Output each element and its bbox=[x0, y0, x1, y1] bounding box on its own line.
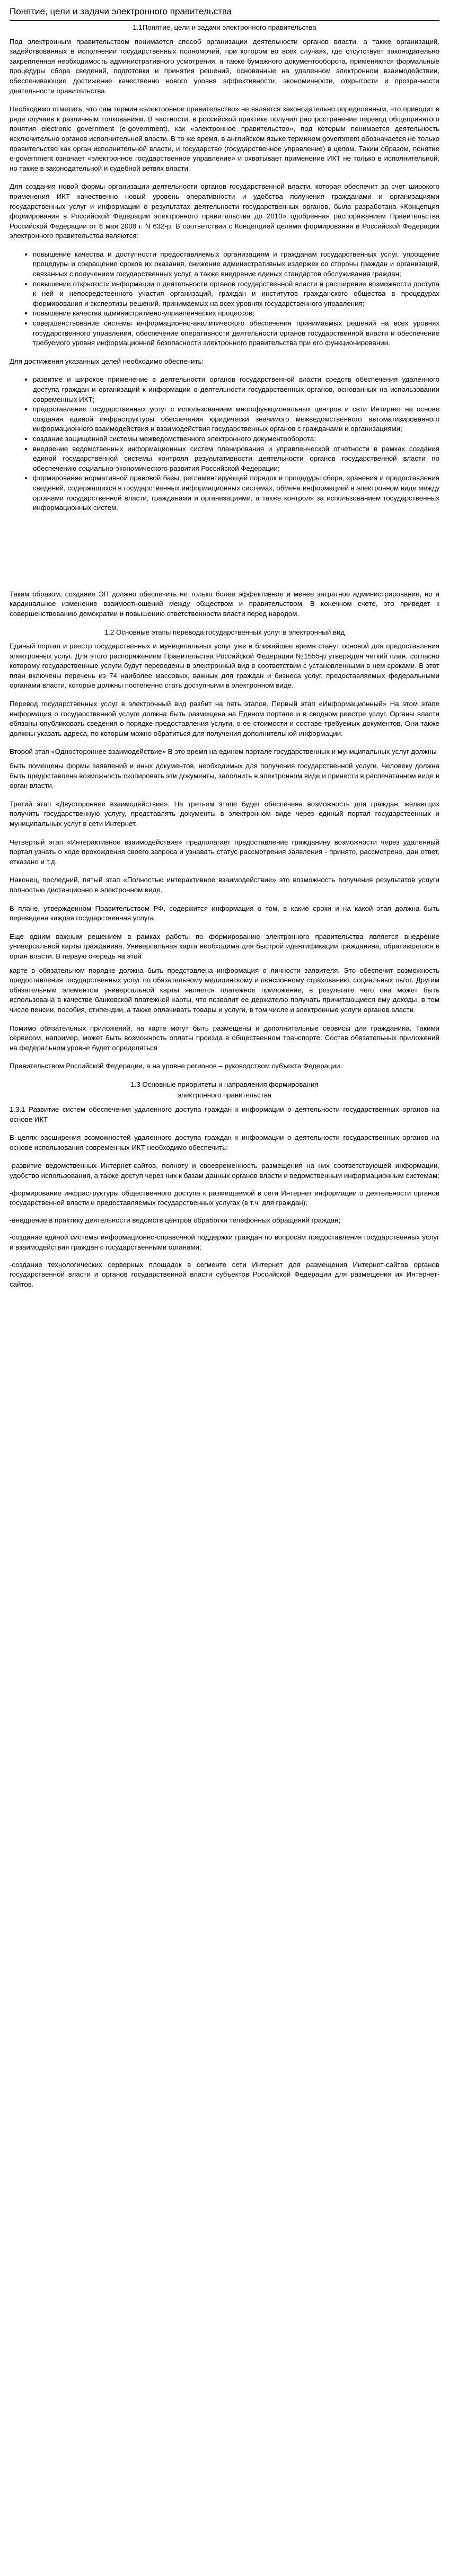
section-heading-1-3: 1.3 Основные приоритеты и направления формирования bbox=[130, 1080, 319, 1088]
list-item: • создание защищенной системы межведомственного электронного документооборота; bbox=[33, 434, 439, 444]
paragraph: Для создания новой формы организации деятельности органов государственной власти, которая обеспечит за счет широкого применения ИКТ качественно новый уровень оперативности и удобства получения гражданами и организациями государственных услуг и информации о результатах деятельности государственных органов, была разработана «Концепция формирования в Российской Федерации электронного правительства до 2010» одобренная распоряжением Правительства Российской Федерации от 6 мая 2008 г. N 632-р. В соответствии с Концепцией целями формирования в Российской Федерации электронного правительства являются: bbox=[10, 182, 439, 240]
paragraph: Для достижения указанных целей необходимо обеспечить: bbox=[10, 357, 204, 365]
goals-list bbox=[10, 250, 439, 348]
paragraph: Наконец, последний, пятый этап «Полностью интерактивное взаимодействие» это возможность получения результатов услуги полностью дистанционно в электронном виде. bbox=[10, 876, 439, 894]
paragraph: Таким образом, создание ЭП должно обеспечить не только более эффективное и менее затратное администрирование, но и кардинальное изменение взаимоотношений между обществом и правительством. В конечном счете, это приведет к совершенствованию демократии и повышению ответственности власти перед народом. bbox=[10, 590, 439, 618]
page-title: Понятие, цели и задачи электронного правительства bbox=[10, 5, 439, 21]
paragraph: Второй этап «Одностороннее взаимодействие» В это время на едином портале государственных и муниципальных услуг должны bbox=[10, 748, 437, 756]
list-item: • повышение качества административно-управленческих процессов; bbox=[33, 309, 439, 319]
list-item: • повышение качества и доступности предоставляемых организациям и гражданам государственных услуг, упрощение процедуры и сокращение сроков их оказания, снижение административных издержек со стороны граждан и организаций, связанных с получением государственных услуг, а также внедрение единых стандартов обслуживания граждан; bbox=[33, 250, 439, 279]
page-break-space bbox=[10, 522, 439, 590]
paragraph: Правительством Российской Федерации, а на уровне регионов – руководством субъекта Федерации. bbox=[10, 1062, 342, 1070]
list-item: • повышение открытости информации о деятельности органов государственной власти и расширение возможности доступа к ней и непосредственного участия организаций, граждан и институтов гражданского общества в процедурах формирования и экспертизы решений, принимаемых на всех уровнях государственного управления; bbox=[33, 279, 439, 309]
list-item: • развитие и широкое применение в деятельности органов государственной власти средств обеспечения удаленного доступа граждан и организаций к информации о деятельности государственных органов, основанных на использовании современных ИКТ; bbox=[33, 375, 439, 405]
paragraph: Под электронным правительством понимается способ организации деятельности органов власти, а также организаций, задействованных в исполнении государственных полномочий, при котором во всех случаях, где отсутствует законодательно закрепленная необходимость административного усмотрения, а также бумажного документооборота, применяются формальные процедуры сбора сведений, подготовки и принятия решений, основанные на удаленном электронном взаимодействии, обеспечивающие достижение качественно нового уровня эффективности, экономичности, открытости и прозрачности деятельности правительства. bbox=[10, 37, 439, 95]
dash-list-item: -развитие ведомственных Интернет-сайтов, полноту и своевременность размещения на них соответствующей информации, удобство использования, а также доступ через них к базам данных органов власти и ведомственным информационным системам; bbox=[10, 1162, 439, 1180]
paragraph: Третий этап «Двустороннее взаимодействие». На третьем этапе будет обеспечена возможность для граждан, желающих получить государственную услугу, представлять документы в электронном виде через единый портал государственных и муниципальных услуг в сети Интернет. bbox=[10, 799, 439, 828]
dash-list-item: -внедрение в практику деятельности ведомств центров обработки телефонных обращений граждан; bbox=[10, 1216, 341, 1224]
section-heading-1-2: 1.2 Основные этапы перевода государственных услуг в электронный вид bbox=[104, 628, 345, 636]
list-item: • совершенствование системы информационно-аналитического обеспечения принимаемых решений на всех уровнях государственного управления, обеспечение оперативности деятельности органов государственной власти и обеспечение требуемого уровня информационной безопасности электронного правительства при его функционировании. bbox=[33, 319, 439, 348]
dash-list-item: -формирование инфраструктуры общественного доступа к размещаемой в сети Интернет информации о деятельности органов государственной власти и предоставляемых государственных услугах (в т.ч. для граждан); bbox=[10, 1189, 439, 1207]
paragraph: Единый портал и реестр государственных и муниципальных услуг уже в ближайшее время станут основой для предоставления электронных услуг. Для этого распоряжением Правительства Российской Федерации №1555-р утвержден четкий план, согласно которому государственные услуги будут переведены в электронный вид в соответствии с установленными в нем сроками. В этот план включены перечень из 74 наиболее массовых, важных для граждан и бизнеса услуг, предоставляемых федеральными органами власти, которые должны постепенно стать доступными в электронном виде. bbox=[10, 642, 439, 690]
subsection-heading-1-3-1: 1.3.1 Развитие систем обеспечения удаленного доступа граждан к информации о деятельности государственных органов на основе ИКТ bbox=[10, 1105, 439, 1123]
paragraph: Необходимо отметить, что сам термин «электронное правительство» не является законодательно определенным, что приводит в ряде случаев к различным толкованиям. В частности, в российской практике получил распространение перевод общепринятого понятия electronic government (e-government), как «электронное правительство», под которым понимается деятельность исключительно органов исполнительной власти. В то же время, в английском языке термином government обозначается не только правительство как орган исполнительной власти, и государство (государственное управление) в целом. Таким образом, понятие e-government означает «электронное государственное управление» и охватывает применение ИКТ не только в исполнительной, но также в законодательной и судебной ветвях власти. bbox=[10, 105, 439, 172]
paragraph: быть помещены формы заявлений и иных документов, необходимых для получения государственной услуги. Человеку должна быть предоставлена возможность скопировать эти документы, заполнить в электронном виде и принести в распечатанном виде в орган власти. bbox=[10, 762, 439, 790]
section-heading-1-3-cont: электронного правительства bbox=[177, 1091, 272, 1100]
list-item: • предоставление государственных услуг с использованием многофункциональных центров и сети Интернет на основе создания единой инфраструктуры обеспечения юридически значимого межведомственного автоматизированного информационного взаимодействия и взаимодействия государственных органов с гражданами и организациями; bbox=[33, 405, 439, 434]
paragraph: Перевод государственных услуг в электронный вид разбит на пять этапов. Первый этап «Информационный» На этом этапе информация о государственной услуге должна быть размещена на Едином портале и в сводном реестре услуг. Органы власти обязаны опубликовать сведения о порядке предоставления услуги, о ее стоимости и составе требуемых документов. Они также должны указать адреса, по которым можно обратиться для получения дополнительной информации. bbox=[10, 700, 439, 737]
section-heading-1-1: 1.1Понятие, цели и задачи электронного правительства bbox=[133, 23, 316, 31]
paragraph: Помимо обязательных приложений, на карте могут быть размещены и дополнительные сервисы для гражданина. Такими сервисом, например, может быть возможность оплаты проезда в общественном транспорте. Состав обязательных приложений на федеральном уровне будет определяться bbox=[10, 1024, 439, 1052]
paragraph: Четвертый этап «Интерактивное взаимодействие» предполагает предоставление гражданину возможности через удаленный портал узнать о ходе прохождения своего запроса и узнавать статус рассмотрения заявления - принято, рассмотрено, дан ответ, отказано и т.д. bbox=[10, 838, 439, 866]
paragraph: Еще одним важным решением в рамках работы по формированию электронного правительства является внедрение универсальной карты гражданина. Универсальная карта необходима для быстрой идентификации гражданина, обратившегося в орган власти. В первую очередь на этой bbox=[10, 932, 439, 960]
list-item: • формирование нормативной правовой базы, регламентирующей порядок и процедуры сбора, хранения и предоставления сведений, содержащихся в государственных информационных системах, обмена информацией в электронном виде между органами государственной власти, гражданами и организациями, а также контроля за использованием государственных информационных систем. bbox=[33, 473, 439, 513]
list-item: • внедрение ведомственных информационных систем планирования и управленческой отчетности в рамках создания единой государственной системы контроля результативности деятельности органов государственной власти по обеспечению социально-экономического развития Российской Федерации; bbox=[33, 444, 439, 474]
dash-list-item: -создание единой системы информационно-справочной поддержки граждан по вопросам предоставления государственных услуг и взаимодействия граждан с государственными органами; bbox=[10, 1233, 439, 1251]
paragraph: В плане, утвержденном Правительством РФ, содержится информация о том, в какие сроки и на какой этап должна быть переведена каждая государственная услуга. bbox=[10, 904, 439, 922]
dash-list-item: -создание технологических серверных площадок в сегменте сети Интернет для размещения Интернет-сайтов органов государственной власти и органов государственной власти субъектов Российской Федерации для размещения их Интернет-сайтов. bbox=[10, 1260, 439, 1288]
requirements-list bbox=[10, 375, 439, 513]
paragraph: карте в обязательном порядке должна быть представлена информация о личности заявителя. Это обеспечит возможность предоставления государственных услуг по обязательному медицинскому и пенсионному страхованию, социальных льгот. Другим обязательным элементом универсальной карты является платежное приложение, в результате чего она может быть использована в качестве банковской платежной карты, что позволит ее держателю получать причитающиеся ему доходы, в том числе пенсии, пособия, стипендии, а также оплачивать товары и услуги, в том числе и электронные услуги органов власти. bbox=[10, 966, 439, 1014]
paragraph: В целях расширения возможностей удаленного доступа граждан к информации о деятельности государственных органов на основе использования современных ИКТ необходимо обеспечить: bbox=[10, 1133, 439, 1151]
